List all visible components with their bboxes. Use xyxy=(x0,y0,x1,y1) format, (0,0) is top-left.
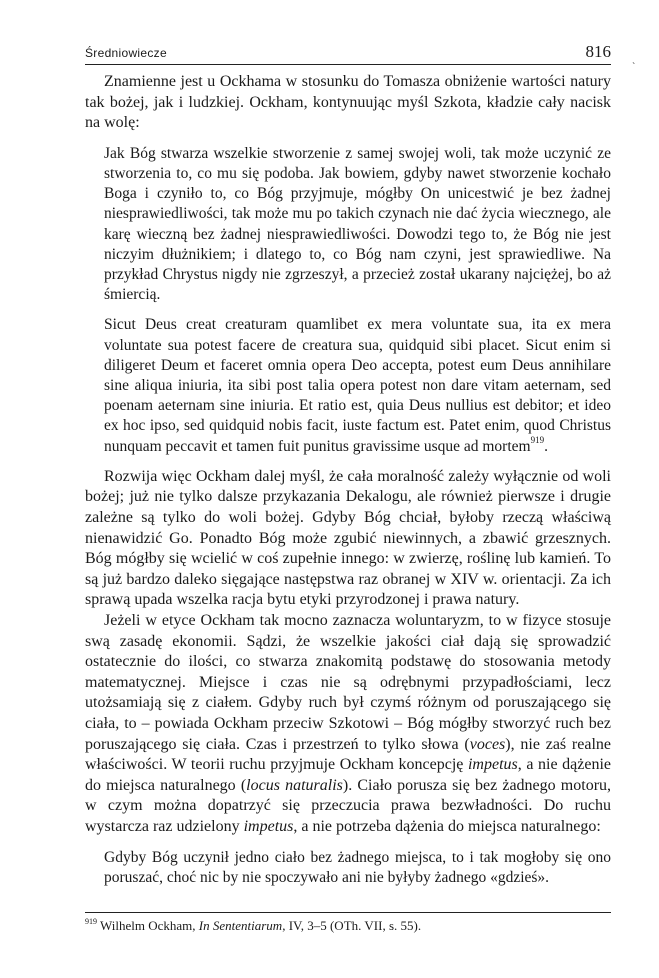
physics-text-e: , a nie potrzeba dążenia do miejsca naturalnego: xyxy=(293,817,601,835)
term-impetus: impetus xyxy=(467,756,518,774)
paragraph-intro: Znamienne jest u Ockhama w stosunku do Tomasza obniżenie wartości natury tak bożej, jak i ludzkiej. Ockham, kontynuując myśl Szkota, kładzie cały nacisk na wolę: xyxy=(85,73,611,132)
footnote-author: Wilhelm Ockham, xyxy=(97,918,199,933)
physics-text-a: Jeżeli w etyce Ockham tak mocno zaznacza woluntaryzm, to w fizyce stosuje swą zasadę ekonomii. Sądzi, że wszelkie jakości ciał dają się sprowadzić ostatecznie do ilości, co stwarza znakomitą podstawę do stosowania metody matematycznej. Miejsce i czas nie są odrębnymi przypadłościami, lecz utożsamiają się z ciałem. Gdyby ruch był czymś różnym od poruszającego się ciała, to – powiada Ockham przeciw Szkotowi – Bóg mógłby stworzyć ruch bez poruszającego się ciała. Czas i przestrzeń to tylko słowa ( xyxy=(85,611,611,753)
page-number: 816 xyxy=(585,42,611,61)
paragraph-physics xyxy=(85,611,611,838)
main-text xyxy=(85,72,611,888)
term-impetus-2: impetus xyxy=(243,817,294,835)
term-locus-naturalis: locus naturalis xyxy=(246,776,343,794)
block-quote-latin xyxy=(104,315,611,456)
footnote xyxy=(85,918,611,934)
paragraph-ethics: Rozwija więc Ockham dalej myśl, że cała moralność zależy wyłącznie od woli bożej; już nie tylko dalsze przykazania Dekalogu, ale również pierwsze i drugie zależne są tylko do woli bożej. Gdyby Bóg chciał, byłoby rzeczą właściwą nienawidzić Go. Ponadto Bóg może zgubić niewinnych, a zbawić grzesznych. Bóg mógłby się wcielić w coś zupełnie innego: w zwierzę, roślinę lub kamień. To są już bardzo daleko sięgające następstwa raz obranej w XIV w. orientacji. Za ich sprawą upada wszelka racja bytu etyki przyrodzonej i prawa natury. xyxy=(85,467,611,609)
margin-mark: ` xyxy=(632,62,636,73)
latin-quote-end: . xyxy=(544,437,548,455)
block-quote-motion: Gdyby Bóg uczynił jedno ciało bez żadnego miejsca, to i tak mogłoby się ono poruszać, choć nic by nie spoczywało ani nie byłyby żadnego «gdzieś». xyxy=(104,848,611,886)
physics-text-c: , a nie dążenie do miejsca naturalnego ( xyxy=(85,756,612,794)
footnote-title: In Sententiarum xyxy=(198,918,283,933)
block-quote-polish: Jak Bóg stwarza wszelkie stworzenie z samej swojej woli, tak może uczynić ze stworzenia to, co mu się podoba. Jak bowiem, gdyby nawet stworzenie kochało Boga i czyniło to, co Bóg przyjmuje, mógłby On unicestwić je bez żadnej niesprawiedliwości, tak może mu po takich czynach nie dać życia wiecznego, ale karę wieczną bez żadnej niesprawiedliwości. Dowodzi tego to, że Bóg nie jest niczyim dłużnikiem; i dlatego to, co Bóg nam czyni, jest sprawiedliwe. Na przykład Chrystus nigdy nie zgrzeszył, a przecież został ukarany najciężej, bo aż śmiercią. xyxy=(104,144,611,304)
term-voces: voces xyxy=(469,735,506,753)
footnote-rest: , IV, 3–5 (OTh. VII, s. 55). xyxy=(282,918,422,933)
page-header xyxy=(85,40,611,65)
latin-quote-text: Sicut Deus creat creaturam quamlibet ex mera voluntate sua, ita ex mera voluntate sua potest facere de creatura sua, quidquid sibi placet. Sicut enim si diligeret Deum et faceret omnia opera Deo accepta, potest eum Deus annihilare sine aliqua iniuria, ita sibi post talia opera potest non dare vitam aeternam, sed poenam aeternam sine iniuria. Et ratio est, quia Deus nullius est debitor; et ideo ex hoc ipso, sed quidquid nobis facit, iuste factum est. Patet enim, quod Christus nunquam peccavit et tamen fuit punitus gravissime usque ad mortem xyxy=(104,316,611,455)
physics-text-d: ). Ciało porusza się bez żadnego motoru, w czym można dopatrzyć się przeczucia prawa bezwładności. Do ruchu wystarcza raz udzielony xyxy=(85,776,612,835)
running-title: Średniowiecze xyxy=(85,46,167,60)
footnote-reference: 919 xyxy=(530,435,545,446)
footnote-number: 919 xyxy=(85,916,97,926)
footnote-divider xyxy=(85,912,611,913)
physics-text-b: ), nie zaś realne właściwości. W teorii ruchu przyjmuje Ockham koncepcję xyxy=(85,735,611,774)
